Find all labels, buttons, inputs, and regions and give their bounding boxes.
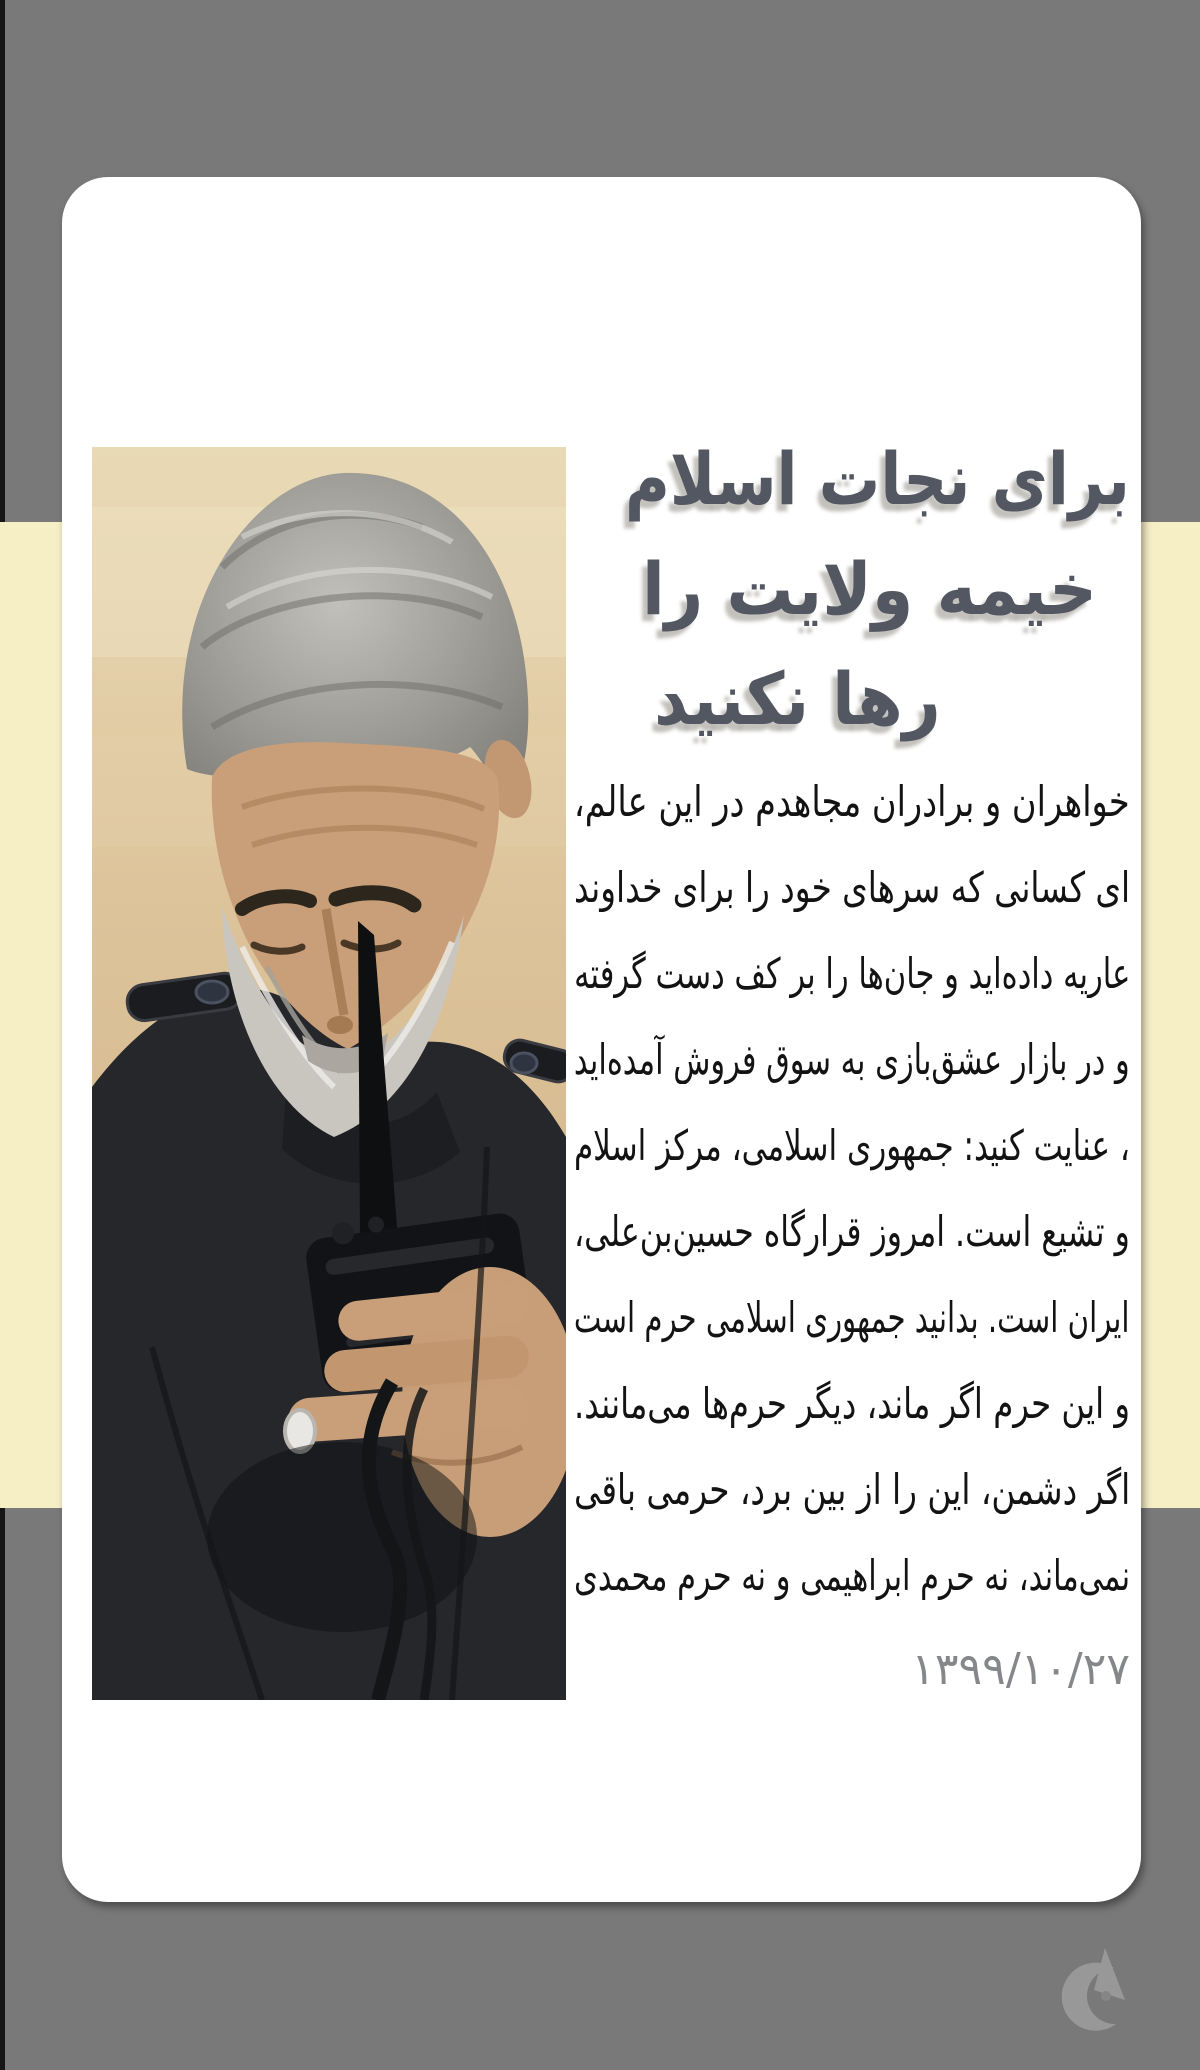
crescent-brush-logo-icon bbox=[1050, 1944, 1134, 2036]
poster-card bbox=[62, 177, 1141, 1902]
title-line-2: خیمه ولایت را bbox=[641, 547, 1097, 631]
body-line: خواهران و برادران مجاهدم در این عالم، bbox=[574, 777, 1130, 826]
title-line-1: برای نجات اسلام bbox=[625, 437, 1130, 521]
body-line: و این حرم اگر ماند، دیگر حرم‌ها می‌مانند. bbox=[573, 1379, 1130, 1428]
date-label: ۱۳۹۹/۱۰/۲۷ bbox=[911, 1644, 1130, 1695]
poster-title bbox=[610, 425, 1130, 755]
body-line: و در بازار عشق‌بازی به سوق فروش آمده‌اید bbox=[574, 1035, 1130, 1084]
body-line: نمی‌ماند، نه حرم ابراهیمی و نه حرم محمدی bbox=[573, 1551, 1130, 1600]
body-line: ایران است. بدانید جمهوری اسلامی حرم است bbox=[574, 1293, 1130, 1342]
left-edge-stripe-bottom bbox=[0, 1508, 5, 2070]
left-edge-stripe-top bbox=[0, 0, 5, 522]
quote-body bbox=[574, 759, 1130, 1619]
body-line: ای کسانی که سرهای خود را برای خداوند bbox=[573, 863, 1130, 912]
body-line: و تشیع است. امروز قرارگاه حسین‌بن‌علی، bbox=[574, 1207, 1130, 1256]
crescent-icon bbox=[1050, 1944, 1134, 2036]
body-line: اگر دشمن، این را از بین برد، حرمی باقی bbox=[573, 1465, 1130, 1514]
body-line: عاریه داده‌اید و جان‌ها را بر کف دست گرفته bbox=[573, 949, 1130, 998]
title-line-3: رها نکنید bbox=[654, 657, 941, 741]
body-line: ، عنایت کنید: جمهوری اسلامی، مرکز اسلام bbox=[574, 1121, 1130, 1170]
